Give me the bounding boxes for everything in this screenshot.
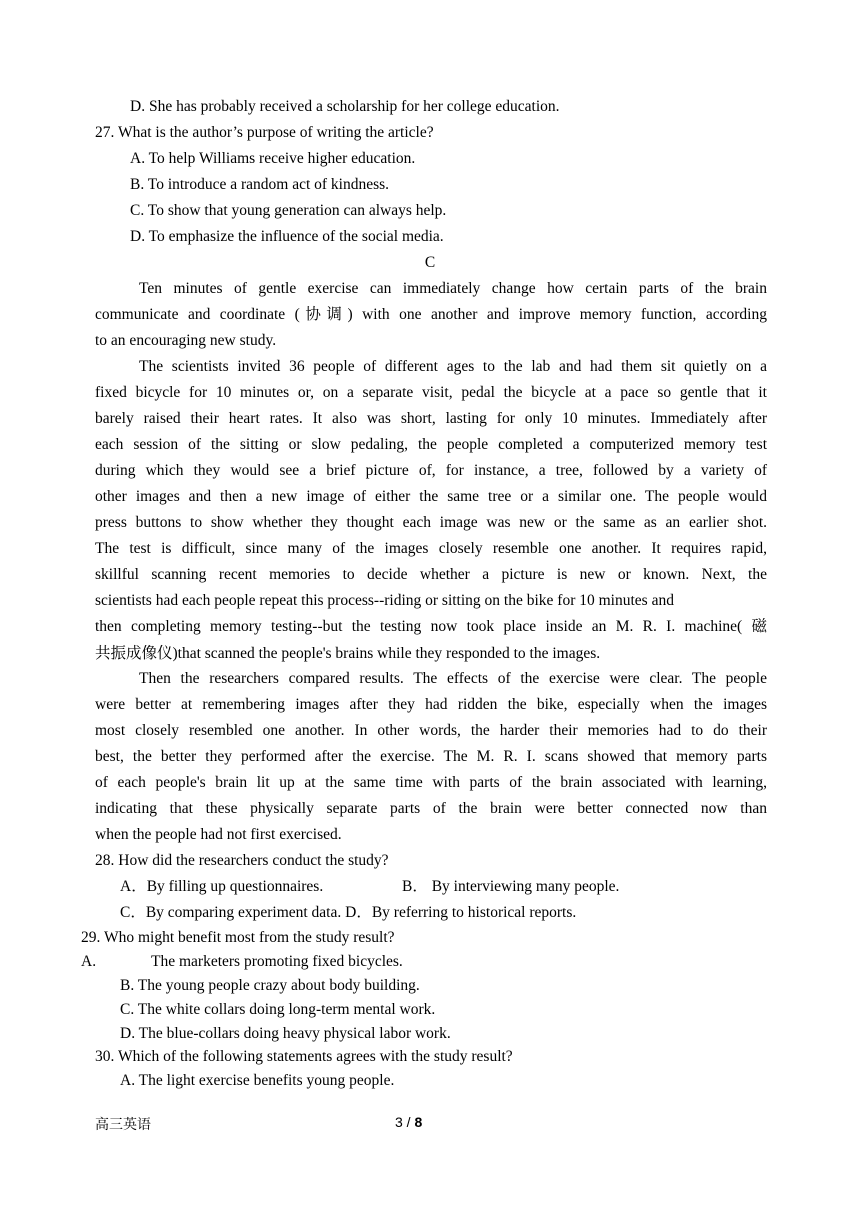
q26-option-d: D. She has probably received a scholarship for her college education. [130, 98, 560, 115]
passage-p3-line: indicating that these physically separate parts of the brain were better connected now than [95, 800, 767, 817]
passage-p1-line: to an encouraging new study. [95, 332, 277, 349]
q28-options-cd: C．By comparing experiment data. D．By referring to historical reports. [120, 904, 577, 921]
passage-p2-line: scientists had each people repeat this process--riding or sitting on the bike for 10 minutes and [95, 592, 674, 609]
page-separator: / [402, 1114, 415, 1130]
q27-option-b: B. To introduce a random act of kindness. [130, 176, 390, 193]
section-heading: C [424, 254, 436, 271]
passage-p1-line: communicate and coordinate (协调) with one another and improve memory function, according [95, 306, 767, 323]
passage-p3-line: best, the better they performed after the exercise. The M. R. I. scans showed that memory parts [95, 748, 767, 765]
passage-p2-line: barely raised their heart rates. It also was short, lasting for only 10 minutes. Immediately after [95, 410, 767, 427]
page-number [395, 1114, 422, 1130]
q27-option-a: A. To help Williams receive higher education. [130, 150, 416, 167]
page-current: 3 [395, 1114, 403, 1130]
q28-option-b: B． By interviewing many people. [402, 878, 620, 895]
passage-p2-line: then completing memory testing--but the testing now took place inside an M. R. I. machine( 磁 [95, 618, 767, 635]
passage-p2-line: 共振成像仪)that scanned the people's brains while they responded to the images. [95, 645, 601, 662]
q29-option-d: D. The blue-collars doing heavy physical labor work. [120, 1025, 451, 1042]
passage-p2-line: other images and then a new image of either the same tree or a similar one. The people would [95, 488, 767, 505]
passage-p2-line: during which they would see a brief picture of, for instance, a tree, followed by a variety of [95, 462, 767, 479]
passage-p3-line: when the people had not first exercised. [95, 826, 342, 843]
q30-option-a: A. The light exercise benefits young people. [120, 1072, 395, 1089]
footer-subject: 高三英语 [95, 1117, 151, 1133]
page-total: 8 [414, 1114, 423, 1130]
passage-p2-line: press buttons to show whether they thought each image was new or the same as an earlier shot. [95, 514, 767, 531]
passage-p2-line: each session of the sitting or slow pedaling, the people completed a computerized memory test [95, 436, 767, 453]
passage-p2-line: fixed bicycle for 10 minutes or, on a separate visit, pedal the bicycle at a pace so gentle that it [95, 384, 767, 401]
q29-option-c: C. The white collars doing long-term mental work. [120, 1001, 436, 1018]
passage-p1-line: Ten minutes of gentle exercise can immediately change how certain parts of the brain [139, 280, 767, 297]
q30-stem: 30. Which of the following statements agrees with the study result? [95, 1048, 513, 1065]
passage-p2-line: skillful scanning recent memories to decide whether a picture is new or known. Next, the [95, 566, 767, 583]
q27-option-c: C. To show that young generation can always help. [130, 202, 447, 219]
passage-p3-line: Then the researchers compared results. The effects of the exercise were clear. The people [139, 670, 767, 687]
q28-option-a: A．By filling up questionnaires. [120, 878, 324, 895]
q29-stem: 29. Who might benefit most from the study result? [81, 929, 395, 946]
q29-option-a-letter: A. [81, 953, 97, 970]
q28-stem: 28. How did the researchers conduct the study? [95, 852, 389, 869]
q27-option-d: D. To emphasize the influence of the social media. [130, 228, 444, 245]
passage-p3-line: were better at remembering images after they had ridden the bike, especially when the images [95, 696, 767, 713]
passage-p2-line: The scientists invited 36 people of different ages to the lab and had them sit quietly on a [139, 358, 767, 375]
passage-p3-line: most closely resembled one another. In other words, the harder their memories had to do their [95, 722, 767, 739]
passage-p3-line: of each people's brain lit up at the same time with parts of the brain associated with learning, [95, 774, 767, 791]
q27-stem: 27. What is the author’s purpose of writing the article? [95, 124, 434, 141]
q29-option-a: The marketers promoting fixed bicycles. [151, 953, 403, 970]
q29-option-b: B. The young people crazy about body building. [120, 977, 420, 994]
passage-p2-line: The test is difficult, since many of the images closely resemble one another. It requires rapid, [95, 540, 767, 557]
